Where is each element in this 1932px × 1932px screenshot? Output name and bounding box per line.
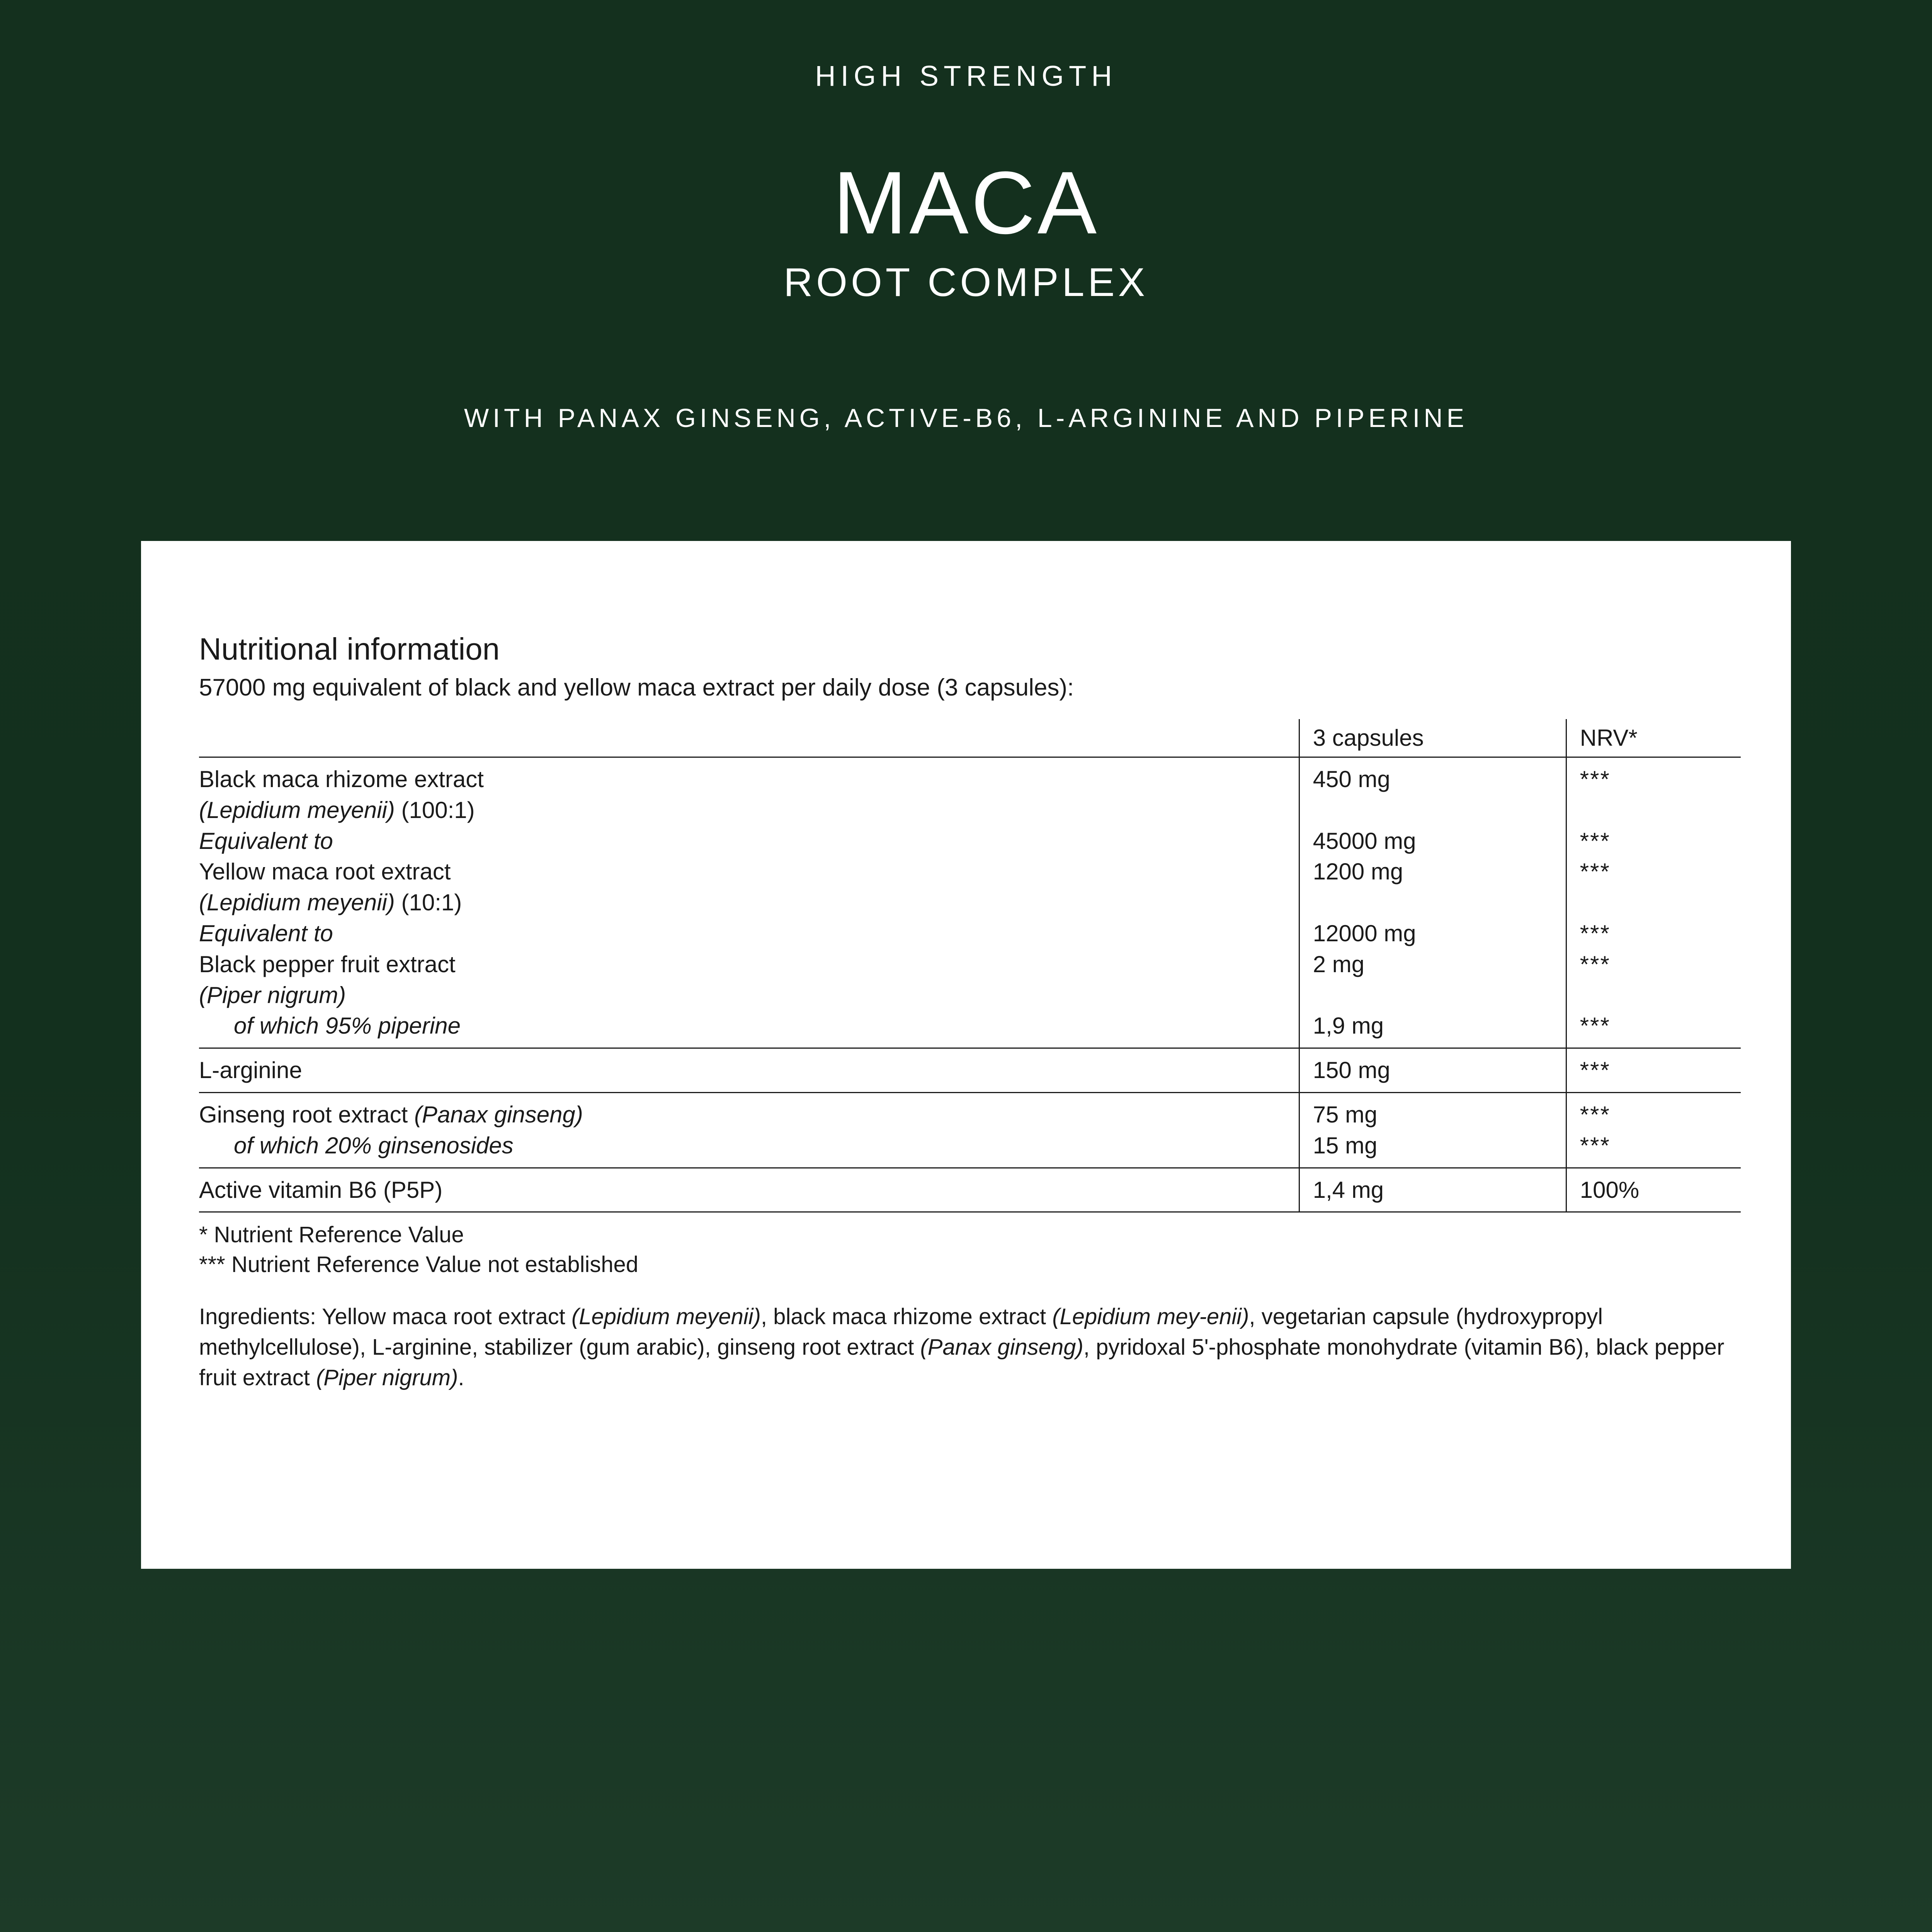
ingredient-names-group	[199, 1092, 1299, 1168]
label-header	[0, 0, 1932, 433]
table-row	[199, 757, 1741, 1048]
ingredient-name: Active vitamin B6 (P5P)	[199, 1168, 1299, 1212]
amount-value: 1,4 mg	[1299, 1168, 1566, 1212]
equivalent-to-label: Equivalent to	[199, 920, 333, 946]
row-line	[199, 949, 1291, 980]
amount-value: 450 mg	[1313, 766, 1390, 792]
header-cell-name	[199, 719, 1299, 757]
row-line	[199, 980, 1291, 1011]
ingredient-name: Black maca rhizome extract	[199, 766, 484, 792]
amount-group	[1299, 1092, 1566, 1168]
ingredients-text-5: .	[458, 1365, 464, 1391]
ingredient-name: Yellow maca root extract	[199, 859, 451, 885]
row-line	[199, 1099, 1291, 1130]
nrv-group	[1566, 757, 1741, 1048]
ingredients-latin-3: (Panax ginseng)	[920, 1335, 1083, 1360]
table-header-row	[199, 719, 1741, 757]
amount-value: 15 mg	[1313, 1132, 1378, 1158]
eyebrow-text: HIGH STRENGTH	[815, 60, 1117, 92]
header-cell-nrv: NRV*	[1566, 719, 1741, 757]
ingredient-names-group	[199, 757, 1299, 1048]
row-line	[199, 918, 1291, 949]
table-row	[199, 1048, 1741, 1093]
nutrition-heading: Nutritional information	[199, 632, 500, 666]
ingredient-latin-name: (Piper nigrum)	[199, 982, 346, 1008]
daily-dose-line: 57000 mg equivalent of black and yellow maca extract per daily dose (3 capsules):	[199, 674, 1074, 701]
nutrition-table	[199, 719, 1741, 1213]
ingredient-latin-name: (Lepidium meyenii)	[199, 889, 395, 916]
ingredient-latin-name: (Lepidium meyenii)	[199, 797, 395, 823]
amount-group	[1299, 757, 1566, 1048]
nrv-value: 100%	[1566, 1168, 1741, 1212]
ingredients-text-3: , vegetarian capsule (hydroxypropyl methylcellulose), L-arginine, stabilizer (gum arabic), ginseng root extract	[199, 1304, 1603, 1360]
ingredients-paragraph	[199, 1302, 1745, 1393]
nrv-value: ***	[1580, 766, 1611, 792]
footnote-nrv-not-established: *** Nutrient Reference Value not established	[199, 1252, 639, 1277]
ingredients-text-1: Ingredients: Yellow maca root extract	[199, 1304, 571, 1330]
table-row	[199, 1092, 1741, 1168]
page-title: MACA	[833, 153, 1099, 252]
ingredient-ratio: (10:1)	[395, 889, 462, 916]
row-line	[199, 1130, 1291, 1161]
equivalent-to-label: Equivalent to	[199, 828, 333, 854]
ingredient-name: L-arginine	[199, 1048, 1299, 1093]
ingredients-latin-1: (Lepidium meyenii)	[571, 1304, 761, 1330]
ingredient-sub-name: of which 20% ginsenosides	[234, 1132, 514, 1158]
amount-value: 45000 mg	[1313, 828, 1416, 854]
footnote-nrv: * Nutrient Reference Value	[199, 1222, 464, 1248]
row-line	[199, 887, 1291, 918]
nrv-value: ***	[1580, 920, 1611, 946]
header-cell-amount: 3 capsules	[1299, 719, 1566, 757]
nrv-value: ***	[1580, 828, 1611, 854]
nrv-value: ***	[1580, 951, 1611, 977]
ingredients-latin-4: (Piper nigrum)	[316, 1365, 458, 1391]
nrv-group	[1566, 1092, 1741, 1168]
amount-value: 1,9 mg	[1313, 1013, 1384, 1039]
ingredient-sub-name: of which 95% piperine	[234, 1013, 461, 1039]
ingredients-text-4: , pyridoxal 5'-phosphate monohydrate (vitamin B6), black pepper fruit extract	[199, 1335, 1725, 1391]
nrv-value: ***	[1580, 1132, 1611, 1158]
row-line	[199, 856, 1291, 887]
amount-value: 12000 mg	[1313, 920, 1416, 946]
nrv-value: ***	[1566, 1048, 1741, 1093]
ingredient-name: Black pepper fruit extract	[199, 951, 456, 977]
ingredient-name: Ginseng root extract	[199, 1101, 414, 1128]
ingredients-highlight-line: WITH PANAX GINSENG, ACTIVE-B6, L-ARGININE AND PIPERINE	[464, 403, 1468, 433]
footnotes	[199, 1220, 1737, 1279]
row-line	[199, 826, 1291, 857]
table-row	[199, 1168, 1741, 1212]
ingredient-ratio: (100:1)	[395, 797, 475, 823]
ingredients-latin-2: (Lepidium mey-enii)	[1052, 1304, 1249, 1330]
nrv-value: ***	[1580, 859, 1611, 885]
amount-value: 2 mg	[1313, 951, 1365, 977]
amount-value: 150 mg	[1299, 1048, 1566, 1093]
amount-value: 75 mg	[1313, 1101, 1378, 1128]
nrv-value: ***	[1580, 1101, 1611, 1128]
ingredient-latin-name: (Panax ginseng)	[414, 1101, 583, 1128]
nutrition-panel	[141, 541, 1791, 1569]
amount-value: 1200 mg	[1313, 859, 1403, 885]
product-subtitle: ROOT COMPLEX	[783, 260, 1148, 305]
row-line	[199, 764, 1291, 795]
row-line	[199, 1010, 1291, 1041]
nrv-value: ***	[1580, 1013, 1611, 1039]
ingredients-text-2: , black maca rhizome extract	[760, 1304, 1053, 1330]
row-line	[199, 795, 1291, 826]
